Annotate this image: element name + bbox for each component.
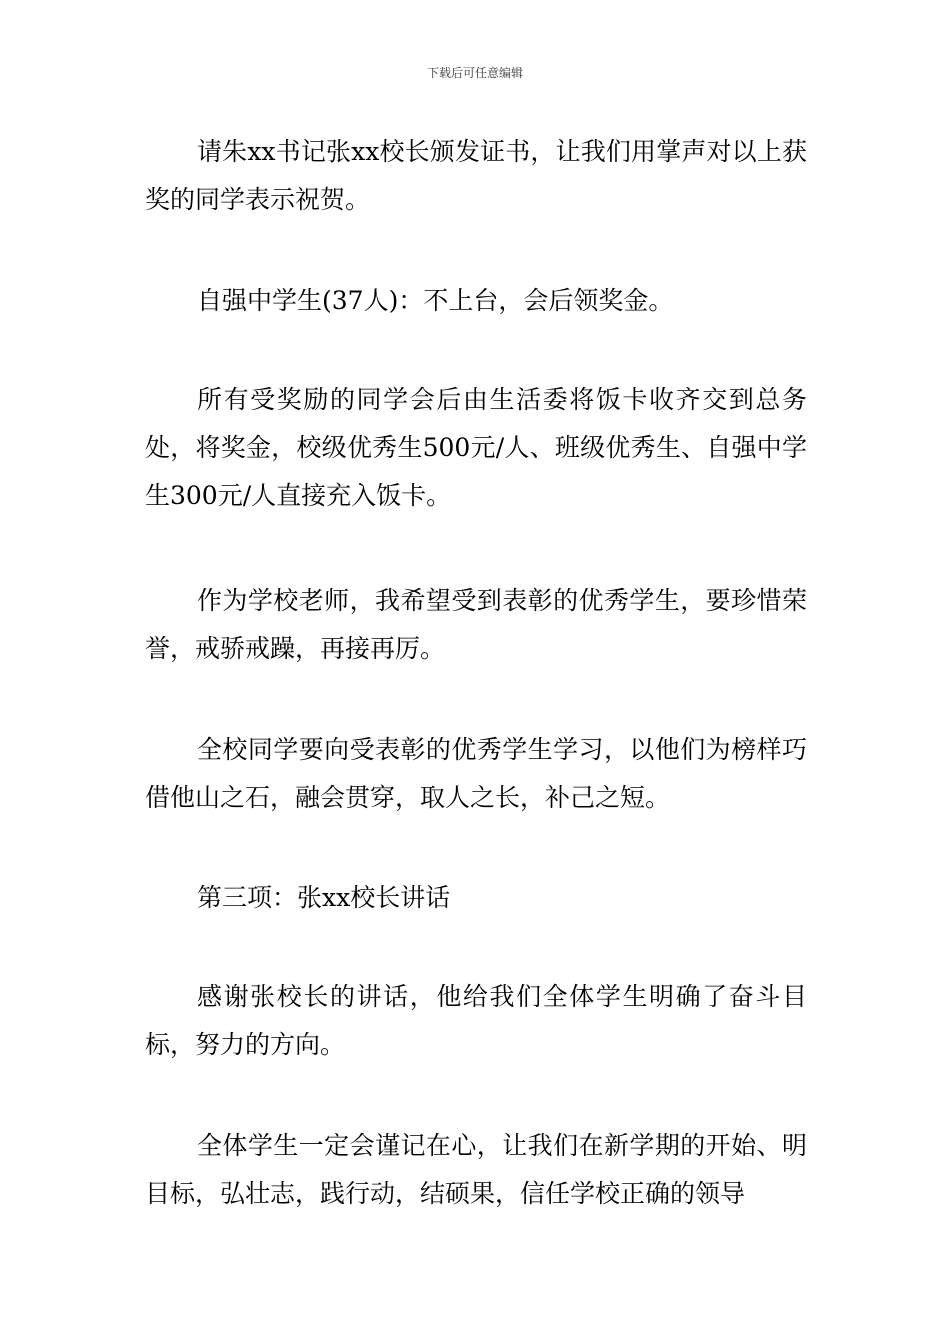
paragraph-learn-from-role-models: 全校同学要向受表彰的优秀学生学习，以他们为榜样巧借他山之石，融会贯穿，取人之长，补己之短。 bbox=[145, 735, 807, 812]
paragraph-agenda-item-three: 第三项：张xx校长讲话 bbox=[197, 883, 451, 912]
paragraph-self-reliant-students: 自强中学生(37人)：不上台，会后领奖金。 bbox=[197, 286, 674, 315]
header-note: 下载后可任意编辑 bbox=[426, 66, 523, 80]
paragraph-thanks-principal: 感谢张校长的讲话，他给我们全体学生明确了奋斗目标，努力的方向。 bbox=[145, 982, 807, 1059]
paragraph-students-remember: 全体学生一定会谨记在心，让我们在新学期的开始、明目标，弘壮志，践行动，结硕果，信任学校正确的领导 bbox=[145, 1131, 807, 1208]
paragraph-meal-card-bonus: 所有受奖励的同学会后由生活委将饭卡收齐交到总务处，将奖金，校级优秀生500元/人、班级优秀生、自强中学生300元/人直接充入饭卡。 bbox=[145, 385, 807, 510]
paragraph-teacher-hope: 作为学校老师，我希望受到表彰的优秀学生，要珍惜荣誉，戒骄戒躁，再接再厉。 bbox=[145, 586, 807, 663]
paragraph-award-certificates: 请朱xx书记张xx校长颁发证书，让我们用掌声对以上获奖的同学表示祝贺。 bbox=[145, 137, 807, 214]
